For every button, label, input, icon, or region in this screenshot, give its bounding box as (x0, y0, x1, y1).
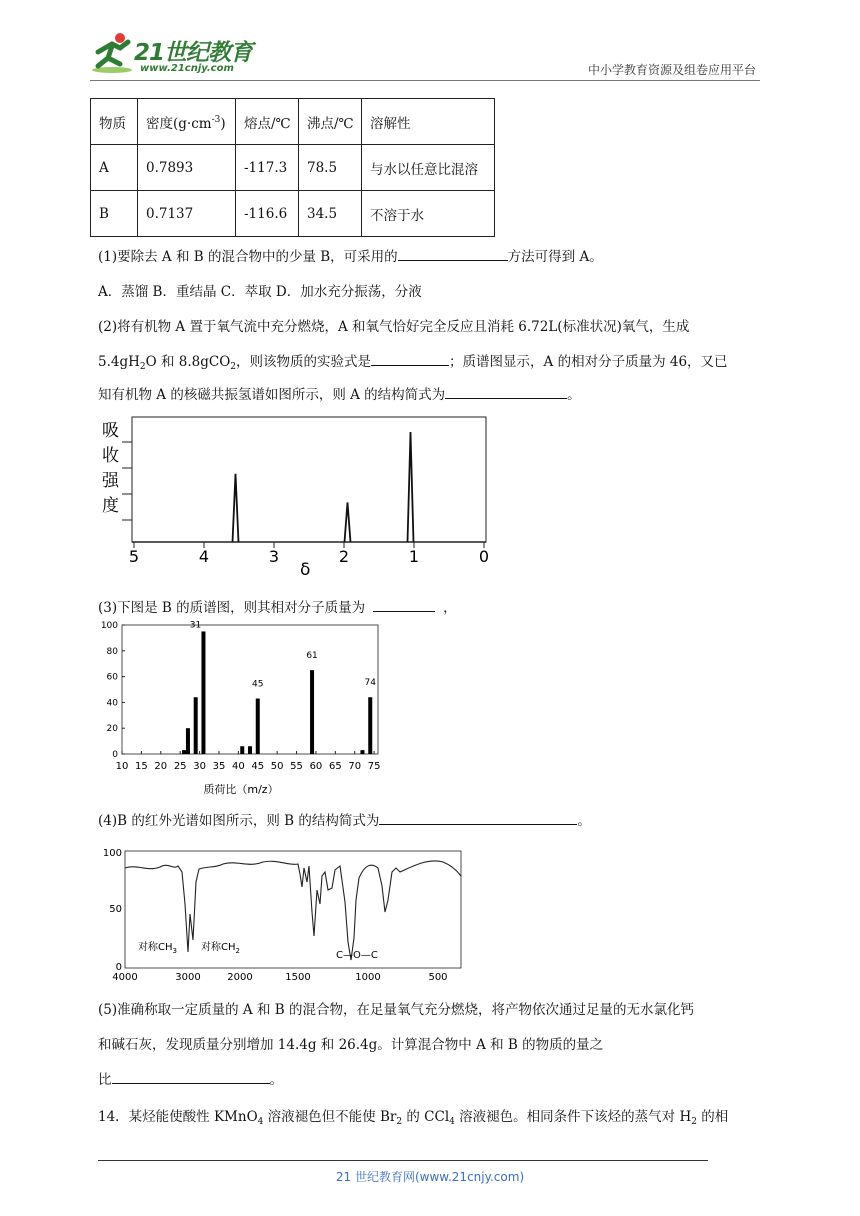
q2-text: ，则该物质的实验式是 (236, 354, 372, 370)
nmr-ylabel-char: 吸 (102, 421, 119, 441)
nmr-tick-label: 3 (268, 547, 280, 566)
table-cell: 34.5 (299, 191, 362, 237)
ms-bar (240, 746, 244, 754)
q5-line-2: 和碱石灰，发现质量分别增加 14.4g 和 26.4g。计算混合物中 A 和 B 的物质的量之 (98, 1037, 604, 1053)
q4-text-b: 。 (577, 813, 591, 829)
answer-blank[interactable] (398, 247, 508, 262)
ms-bar (310, 670, 314, 754)
q2-text: ；质谱图显示，A 的相对分子质量为 46，又已 (449, 354, 728, 370)
ir-annotation: C—O—C (336, 950, 378, 961)
ms-ytick-label: 0 (112, 750, 118, 760)
ms-peak-label: 61 (306, 651, 318, 662)
ir-xtick: 3000 (175, 972, 201, 983)
q14-text: 14．某烃能使酸性 KMnO (98, 1109, 258, 1125)
ir-xtick: 2000 (227, 972, 253, 983)
question-4 (98, 809, 591, 829)
q14-text: 的 CCl (402, 1109, 450, 1125)
ms-xtick-label: 45 (251, 761, 265, 772)
q1-options: A．蒸馏 B．重结晶 C．萃取 D．加水充分振荡，分液 (98, 284, 422, 300)
ms-xtick-label: 75 (367, 761, 381, 772)
q5-text: 。 (269, 1072, 283, 1088)
ms-peak-label: 31 (189, 620, 202, 631)
footer-divider (98, 1160, 708, 1161)
nmr-tick-label: 1 (408, 547, 420, 566)
subscript: 2 (139, 362, 146, 372)
ms-xtick-label: 40 (231, 761, 245, 772)
nmr-tick-label: 0 (478, 547, 490, 566)
ms-xtick-label: 15 (135, 761, 148, 772)
nmr-tick-label: 5 (128, 547, 140, 566)
q5-line-1: (5)准确称取一定质量的 A 和 B 的混合物，在足量氧气充分燃烧，将产物依次通过足量的无水氯化钙 (98, 1002, 694, 1018)
ms-xtick-label: 30 (193, 761, 206, 772)
ms-xtick-label: 35 (212, 761, 226, 772)
ir-xtick: 4000 (112, 972, 138, 983)
q4-text-a: (4)B 的红外光谱如图所示，则 B 的结构简式为 (98, 813, 380, 829)
q5-line-3 (98, 1068, 283, 1088)
question-1 (98, 245, 603, 265)
q14-text: 溶液褪色。相同条件下该烃的蒸气对 H (454, 1109, 692, 1125)
ir-spectrum-line (125, 861, 461, 960)
ir-spectrum-chart (98, 842, 468, 984)
page-header (90, 30, 760, 81)
ms-bar (360, 750, 364, 754)
subscript: 4 (449, 1117, 455, 1127)
ms-bar (182, 750, 186, 754)
ir-ytick: 50 (109, 904, 122, 915)
nmr-ylabel-char: 强 (102, 471, 119, 491)
ms-xtick-label: 10 (115, 761, 129, 772)
q2-line-3 (98, 383, 581, 403)
ir-ytick: 0 (115, 962, 122, 973)
ir-xtick: 1000 (355, 972, 381, 983)
platform-name: 中小学教育资源及组卷应用平台 (587, 63, 756, 77)
q2-line-1: (2)将有机物 A 置于氧气流中充分燃烧，A 和氧气恰好完全反应且消耗 6.72L(标准状况)氧气，生成 (98, 319, 690, 335)
nmr-spectrum-chart (98, 412, 498, 582)
q1-text-a: (1)要除去 A 和 B 的混合物中的少量 B，可采用的 (98, 249, 398, 265)
ir-xtick: 500 (428, 972, 448, 983)
mass-spectrum-chart (98, 618, 388, 800)
q2-text: 知有机物 A 的核磁共振氢谱如图所示，则 A 的结构简式为 (98, 387, 446, 403)
ms-xlabel: 质荷比（m/z） (203, 783, 279, 796)
ir-ytick: 100 (102, 848, 122, 859)
answer-blank[interactable] (445, 385, 567, 400)
table-cell: 0.7137 (138, 191, 236, 237)
q2-line-2 (98, 350, 728, 372)
table-header-cell (138, 99, 236, 145)
ms-bar (256, 699, 260, 754)
table-cell: -117.3 (236, 145, 299, 191)
ir-xtick: 1500 (285, 972, 311, 983)
ms-bar (201, 631, 205, 754)
table-header-row (91, 99, 495, 145)
answer-blank[interactable] (112, 1070, 270, 1085)
ms-xtick-label: 25 (173, 761, 187, 772)
ir-annotation: 对称$CH_3$ (138, 942, 177, 955)
ms-bar (248, 746, 252, 754)
q5-text: 比 (98, 1072, 112, 1088)
runner-logo-icon (90, 30, 136, 76)
question-14 (98, 1105, 728, 1127)
question-3 (98, 596, 457, 616)
answer-blank[interactable] (379, 811, 577, 826)
ms-ytick-label: 20 (106, 724, 118, 735)
q14-text: 溶液褪色但不能使 Br (263, 1109, 397, 1125)
ms-ytick-label: 40 (106, 698, 118, 709)
nmr-peak (345, 502, 351, 542)
ms-xtick-label: 55 (290, 761, 303, 772)
ms-ytick-label: 60 (106, 672, 118, 683)
ms-bar (368, 697, 372, 754)
table-row (91, 145, 495, 191)
logo-title: 21世纪教育 (134, 40, 253, 66)
answer-blank[interactable] (371, 352, 449, 367)
table-cell: -116.6 (236, 191, 299, 237)
ms-xtick-label: 20 (154, 761, 168, 772)
ms-bar (186, 728, 190, 754)
ms-xtick-label: 60 (309, 761, 323, 772)
table-header-cell: 溶解性 (362, 99, 495, 145)
answer-blank[interactable] (373, 598, 435, 613)
nmr-tick-label: 2 (338, 547, 350, 566)
table-cell: 不溶于水 (362, 191, 495, 237)
q1-text-b: 方法可得到 A。 (507, 249, 603, 265)
ms-peak-label: 74 (364, 678, 376, 689)
q2-text: 。 (567, 387, 581, 403)
ms-xtick-label: 70 (348, 761, 362, 772)
subscript: 2 (230, 362, 237, 372)
table-row (91, 191, 495, 237)
q2-text: O 和 8.8gCO (145, 354, 231, 370)
subscript: 2 (396, 1117, 403, 1127)
table-cell: B (91, 191, 138, 237)
ir-annotation: 对称$CH_2$ (201, 942, 240, 955)
footer-text: 21 世纪教育网(www.21cnjy.com) (335, 1170, 525, 1184)
q3-text-b: ， (443, 600, 457, 616)
nmr-tick-label: 4 (198, 547, 210, 566)
logo (90, 30, 290, 78)
table-header-cell: 沸点/℃ (299, 99, 362, 145)
density-close: ) (220, 115, 226, 132)
logo-url: www.21cnjy.com (140, 63, 234, 74)
table-cell: 78.5 (299, 145, 362, 191)
nmr-xlabel: δ (300, 560, 311, 580)
nmr-peak (408, 432, 414, 542)
nmr-peak (233, 474, 239, 542)
ms-xtick-label: 65 (328, 761, 342, 772)
nmr-ylabel-char: 收 (102, 446, 119, 466)
table-cell: 与水以任意比混溶 (362, 145, 495, 191)
q2-text: 5.4gH (98, 354, 140, 370)
ms-ytick-label: 100 (100, 621, 118, 631)
q3-text-a: (3)下图是 B 的质谱图，则其相对分子质量为 (98, 600, 366, 616)
density-label: 密度(g·cm (146, 115, 212, 132)
table-header-cell: 物质 (91, 99, 138, 145)
density-exponent: -3 (211, 114, 221, 125)
table-cell: A (91, 145, 138, 191)
subscript: 2 (691, 1117, 697, 1127)
table-cell: 0.7893 (138, 145, 236, 191)
ms-ytick-label: 80 (106, 646, 118, 657)
property-table (90, 98, 495, 237)
ms-xtick-label: 50 (270, 761, 284, 772)
q14-text: 的相 (696, 1109, 729, 1125)
nmr-ylabel-char: 度 (102, 496, 119, 516)
ms-bar (194, 697, 198, 754)
subscript: 4 (257, 1117, 264, 1127)
table-header-cell: 熔点/℃ (236, 99, 299, 145)
ms-peak-label: 45 (252, 679, 264, 690)
